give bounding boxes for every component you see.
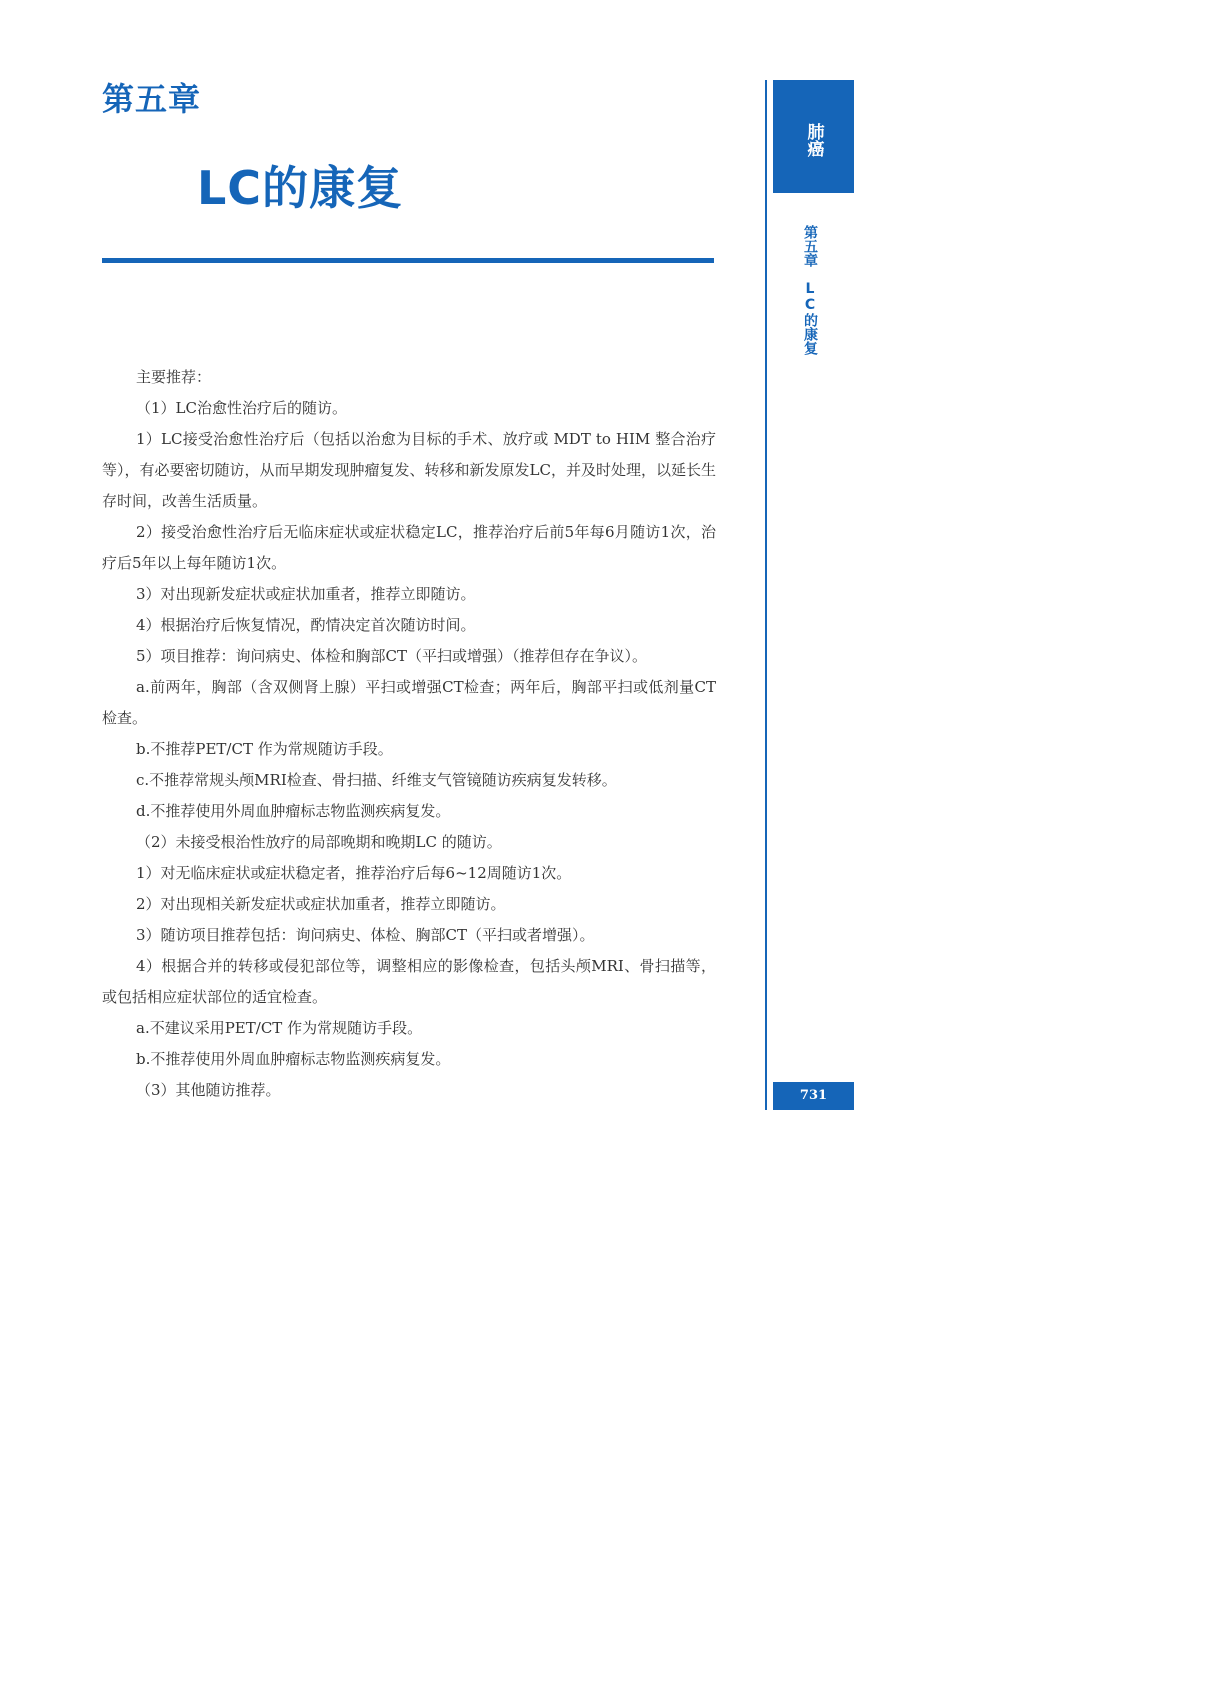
- sidebar-chapter-title: LC的康复: [802, 281, 818, 355]
- paragraph: 1）LC接受治愈性治疗后（包括以治愈为目标的手术、放疗或 MDT to HIM 整合治疗等），有必要密切随访，从而早期发现肿瘤复发、转移和新发原发LC，并及时处理，以延长生存时间，改善生活质量。: [102, 430, 716, 510]
- sidebar-tab-label: 肺癌: [803, 123, 824, 157]
- paragraph: （2）未接受根治性放疗的局部晚期和晚期LC 的随访。: [136, 833, 502, 851]
- paragraph: b.不推荐使用外周血肿瘤标志物监测疾病复发。: [136, 1050, 451, 1068]
- paragraph: c.不推荐常规头颅MRI检查、骨扫描、纤维支气管镜随访疾病复发转移。: [136, 771, 617, 789]
- paragraph: 2）对出现相关新发症状或症状加重者，推荐立即随访。: [136, 895, 506, 913]
- paragraph: a.不建议采用PET/CT 作为常规随访手段。: [136, 1019, 423, 1037]
- paragraph: 5）项目推荐：询问病史、体检和胸部CT（平扫或增强）（推荐但存在争议）。: [136, 647, 648, 665]
- paragraph: d.不推荐使用外周血肿瘤标志物监测疾病复发。: [136, 802, 451, 820]
- paragraph: （1）LC治愈性治疗后的随访。: [136, 399, 347, 417]
- chapter-title: LC的康复: [197, 161, 404, 215]
- paragraph: （3）其他随访推荐。: [136, 1081, 281, 1099]
- body-text: [102, 362, 716, 1106]
- paragraph: 2）接受治愈性治疗后无临床症状或症状稳定LC，推荐治疗后前5年每6月随访1次，治疗后5年以上每年随访1次。: [102, 523, 716, 572]
- chapter-label: 第五章: [102, 80, 202, 118]
- sidebar-tab: [773, 80, 854, 193]
- paragraph: 3）对出现新发症状或症状加重者，推荐立即随访。: [136, 585, 476, 603]
- title-divider: [102, 258, 714, 263]
- paragraph: 1）对无临床症状或症状稳定者，推荐治疗后每6~12周随访1次。: [136, 864, 572, 882]
- paragraph: b.不推荐PET/CT 作为常规随访手段。: [136, 740, 393, 758]
- sidebar-rule: [765, 80, 767, 1110]
- page-number: 731: [773, 1082, 854, 1110]
- sidebar-running-head: [798, 225, 822, 355]
- sidebar-chapter-label: 第五章: [802, 225, 818, 267]
- paragraph: 主要推荐：: [136, 368, 212, 386]
- paragraph: 3）随访项目推荐包括：询问病史、体检、胸部CT（平扫或者增强）。: [136, 926, 595, 944]
- paragraph: 4）根据合并的转移或侵犯部位等，调整相应的影像检查，包括头颅MRI、骨扫描等，或包括相应症状部位的适宜检查。: [102, 957, 716, 1006]
- paragraph: a.前两年，胸部（含双侧肾上腺）平扫或增强CT检查；两年后，胸部平扫或低剂量CT检查。: [102, 678, 716, 727]
- paragraph: 4）根据治疗后恢复情况，酌情决定首次随访时间。: [136, 616, 476, 634]
